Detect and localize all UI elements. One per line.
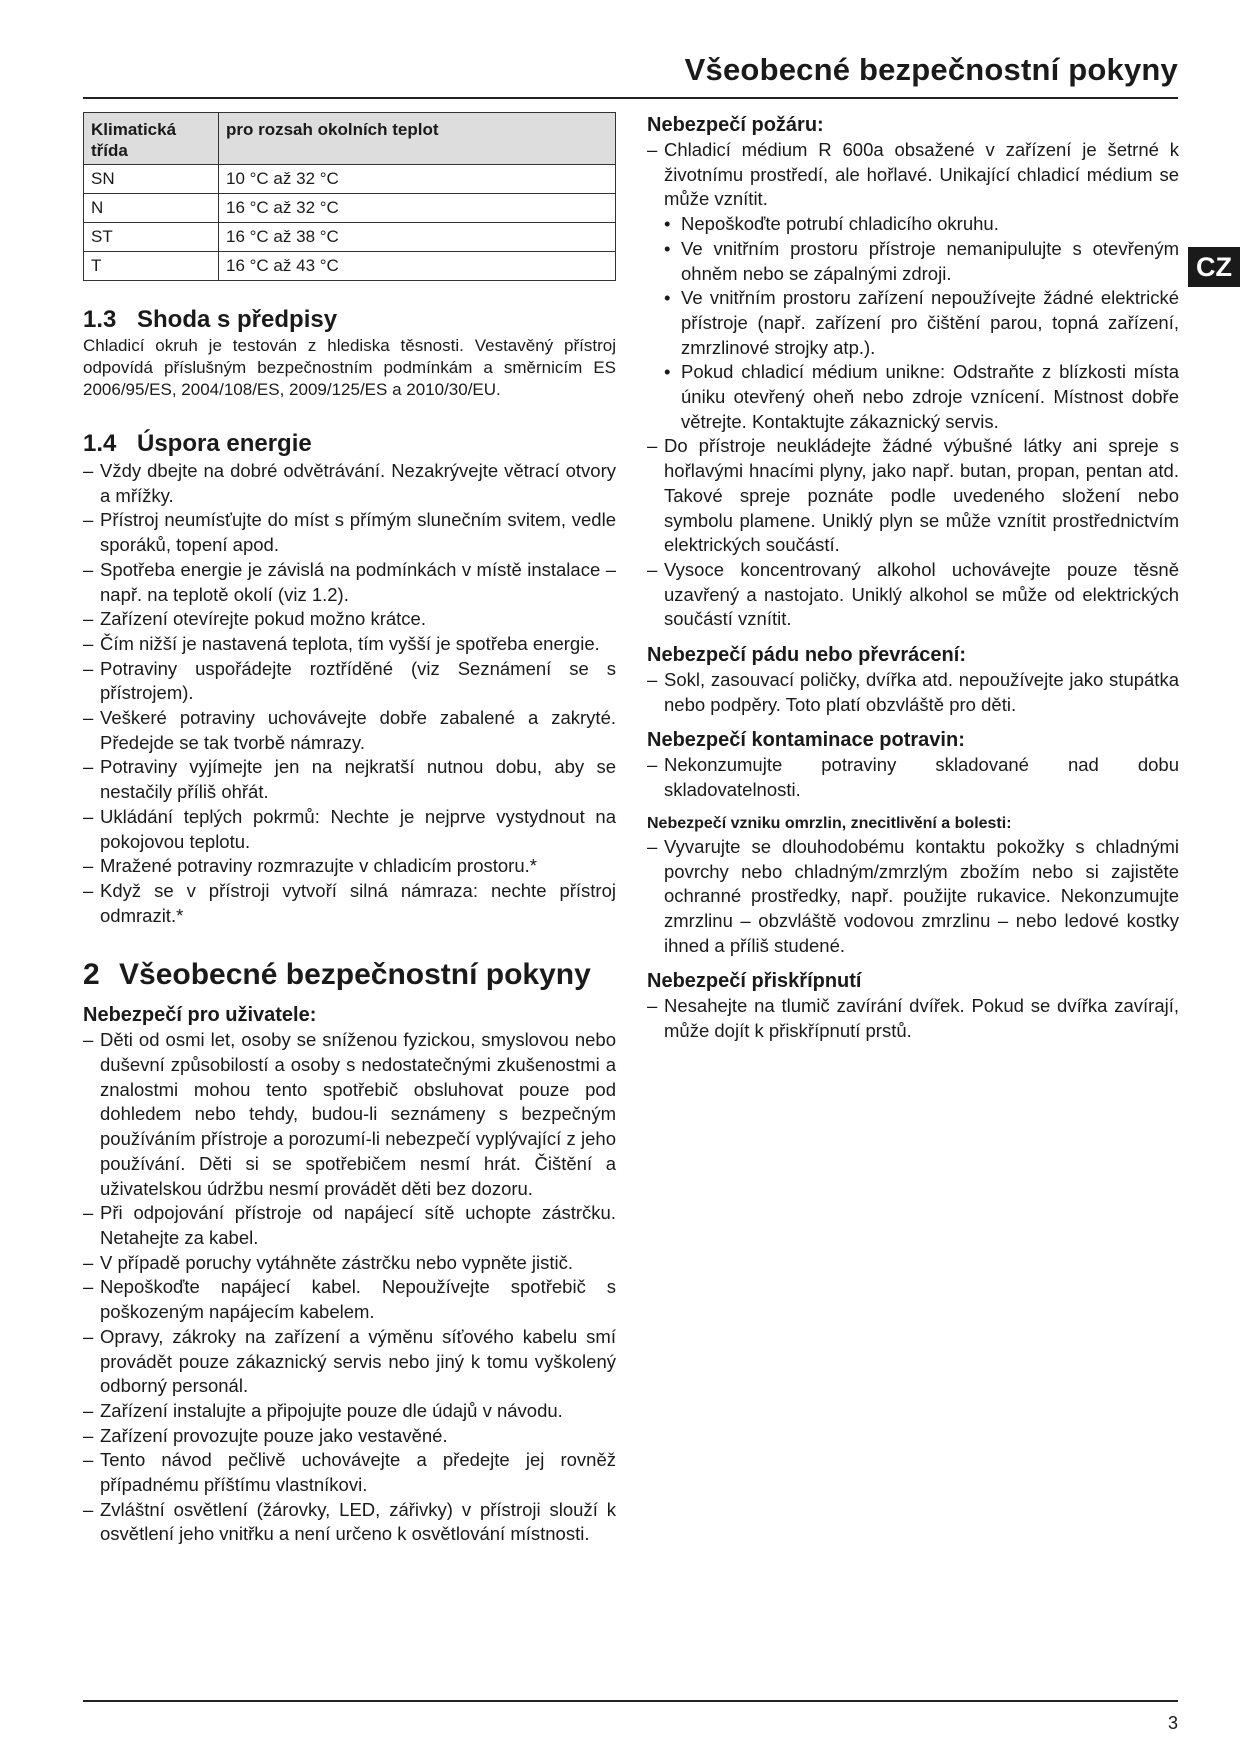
pinching-list bbox=[647, 994, 1179, 1043]
frostbite-list bbox=[647, 835, 1179, 959]
table-cell: N bbox=[84, 194, 219, 223]
chapter-title: Všeobecné bezpečnostní pokyny bbox=[119, 958, 591, 992]
table-row bbox=[84, 165, 616, 194]
pinching-section bbox=[647, 968, 1179, 1043]
fire-danger-list bbox=[647, 434, 1179, 632]
table-cell: SN bbox=[84, 165, 219, 194]
fire-danger-list bbox=[647, 138, 1179, 212]
page-number: 3 bbox=[1167, 1713, 1178, 1733]
user-danger-list bbox=[83, 1028, 616, 1547]
list-item: – Tento návod pečlivě uchovávejte a předejte jej rovněž případnému příštímu vlastníkovi. bbox=[83, 1448, 616, 1497]
table-row bbox=[84, 223, 616, 252]
table-header-cell: pro rozsah okolních teplot bbox=[219, 113, 616, 165]
fire-bullet-list bbox=[647, 212, 1179, 434]
bullet-item: • Pokud chladicí médium unikne: Odstraňte z blízkosti místa úniku otevřený oheň nebo zdroje vznícení. Místnost dobře větrejte. Kontaktujte zákaznický servis. bbox=[647, 360, 1179, 434]
list-item: – Při odpojování přístroje od napájecí sítě uchopte zástrčku. Netahejte za kabel. bbox=[83, 1201, 616, 1250]
energy-saving-list bbox=[83, 459, 616, 928]
contamination-section bbox=[647, 727, 1179, 802]
list-item: – Spotřeba energie je závislá na podmínkách v místě instalace – např. na teplotě okolí (viz 1.2). bbox=[83, 558, 616, 607]
contamination-list bbox=[647, 753, 1179, 802]
list-item: – Nekonzumujte potraviny skladované nad dobu skladovatelnosti. bbox=[647, 753, 1179, 802]
fall-danger-section bbox=[647, 642, 1179, 717]
list-item: – Děti od osmi let, osoby se sníženou fyzickou, smyslovou nebo duševní způsobilostí a osoby s nedostatečnými zkušenostmi a znalostmi mohou tento spotřebič obsluhovat pouze pod dohledem nebo tehdy, budou-li seznámeny s bezpečným používáním přístroje a porozumí-li nebezpečí vyplývající z jeho používání. Děti si se spotřebičem nesmí hrát. Čištění a uživatelskou údržbu nesmí provádět děti bez dozoru. bbox=[83, 1028, 616, 1201]
list-item: – Vždy dbejte na dobré odvětrávání. Nezakrývejte větrací otvory a mřížky. bbox=[83, 459, 616, 508]
list-item bbox=[647, 138, 1179, 212]
list-item: – Čím nižší je nastavená teplota, tím vyšší je spotřeba energie. bbox=[83, 632, 616, 657]
footer-divider bbox=[83, 1700, 1178, 1702]
list-item: – Přístroj neumísťujte do míst s přímým slunečním svitem, vedle sporáků, topení apod. bbox=[83, 508, 616, 557]
table-header-cell: Klimatická třída bbox=[84, 113, 219, 165]
list-item-text: Chladicí médium R 600a obsažené v zařízení je šetrné k životnímu prostředí, ale hořlavé. Unikající chladicí médium se může vznítit. bbox=[664, 139, 1179, 210]
list-item: – Vysoce koncentrovaný alkohol uchovávejte pouze těsně uzavřený a nastojato. Uniklý alkohol se může od elektrických součástí vznítit. bbox=[647, 558, 1179, 632]
table-cell: 10 °C až 32 °C bbox=[219, 165, 616, 194]
table-cell: ST bbox=[84, 223, 219, 252]
section-heading bbox=[83, 431, 616, 457]
subsection-heading: Nebezpečí kontaminace potravin: bbox=[647, 729, 965, 752]
list-item: – Do přístroje neukládejte žádné výbušné látky ani spreje s hořlavými hnacími plyny, jako např. butan, propan, pentan atd. Takové spreje poznáte podle uvedeného složení nebo symbolu plamene. Uniklý plyn se může vznítit prostřednictvím elektrických součástí. bbox=[647, 434, 1179, 558]
list-item: – Mražené potraviny rozmrazujte v chladicím prostoru.* bbox=[83, 854, 616, 879]
frostbite-section bbox=[647, 813, 1179, 959]
list-item: – Když se v přístroji vytvoří silná námraza: nechte přístroj odmrazit.* bbox=[83, 879, 616, 928]
left-column bbox=[83, 112, 616, 1547]
right-column bbox=[647, 112, 1179, 1044]
list-item: – V případě poruchy vytáhněte zástrčku nebo vypněte jistič. bbox=[83, 1251, 616, 1276]
subsection-heading: Nebezpečí přiskřípnutí bbox=[647, 970, 862, 993]
subsection-heading: Nebezpečí pádu nebo převrácení: bbox=[647, 644, 966, 667]
climate-class-table bbox=[83, 112, 616, 281]
bullet-item: • Nepoškoďte potrubí chladicího okruhu. bbox=[647, 212, 1179, 237]
bullet-item: • Ve vnitřním prostoru přístroje nemanipulujte s otevřeným ohněm nebo se zápalnými zdroji. bbox=[647, 237, 1179, 286]
table-cell: 16 °C až 43 °C bbox=[219, 252, 616, 281]
section-heading bbox=[83, 307, 616, 333]
subsection-heading: Nebezpečí pro uživatele: bbox=[83, 1004, 317, 1027]
header-divider bbox=[83, 97, 1178, 99]
list-item: – Veškeré potraviny uchovávejte dobře zabalené a zakryté. Předejde se tak tvorbě námrazy. bbox=[83, 706, 616, 755]
list-item: – Opravy, zákroky na zařízení a výměnu síťového kabelu smí provádět pouze zákaznický servis nebo jiný k tomu vyškolený odborný personál. bbox=[83, 1325, 616, 1399]
table-row bbox=[84, 252, 616, 281]
table-cell: T bbox=[84, 252, 219, 281]
section-number: 1.4 bbox=[83, 430, 117, 457]
list-item: – Zvláštní osvětlení (žárovky, LED, zářivky) v přístroji slouží k osvětlení jeho vnitřku a není určeno k osvětlování místnosti. bbox=[83, 1498, 616, 1547]
section-title: Shoda s předpisy bbox=[137, 306, 338, 333]
list-item: – Potraviny uspořádejte roztříděné (viz Seznámení se s přístrojem). bbox=[83, 657, 616, 706]
list-item: – Zařízení otevírejte pokud možno krátce. bbox=[83, 607, 616, 632]
list-item: – Nesahejte na tlumič zavírání dvířek. Pokud se dvířka zavírají, může dojít k přiskřípnutí prstů. bbox=[647, 994, 1179, 1043]
list-item: – Potraviny vyjímejte jen na nejkratší nutnou dobu, aby se nestačily příliš ohřát. bbox=[83, 755, 616, 804]
list-item: – Zařízení instalujte a připojujte pouze dle údajů v návodu. bbox=[83, 1399, 616, 1424]
table-cell: 16 °C až 38 °C bbox=[219, 223, 616, 252]
language-tab: CZ bbox=[1188, 247, 1240, 287]
chapter-heading bbox=[83, 958, 616, 992]
list-item: – Zařízení provozujte pouze jako vestavěné. bbox=[83, 1424, 616, 1449]
chapter-number: 2 bbox=[83, 958, 100, 992]
list-item: – Nepoškoďte napájecí kabel. Nepoužívejte spotřebič s poškozeným napájecím kabelem. bbox=[83, 1275, 616, 1324]
table-header-row bbox=[84, 113, 616, 165]
list-item: – Sokl, zasouvací poličky, dvířka atd. nepoužívejte jako stupátka nebo podpěry. Toto platí obzvláště pro děti. bbox=[647, 668, 1179, 717]
list-item: – Ukládání teplých pokrmů: Nechte je nejprve vystydnout na pokojovou teplotu. bbox=[83, 805, 616, 854]
subsection-heading: Nebezpečí požáru: bbox=[647, 114, 824, 136]
page-title: Všeobecné bezpečnostní pokyny bbox=[684, 52, 1178, 87]
subsection-heading: Nebezpečí vzniku omrzlin, znecitlivění a bolesti: bbox=[647, 814, 1012, 832]
fall-danger-list bbox=[647, 668, 1179, 717]
table-row bbox=[84, 194, 616, 223]
bullet-item: • Ve vnitřním prostoru zařízení nepoužívejte žádné elektrické přístroje (např. zařízení pro čištění parou, topná zařízení, zmrzlinové strojky atp.). bbox=[647, 286, 1179, 360]
section-number: 1.3 bbox=[83, 306, 117, 333]
section-title: Úspora energie bbox=[137, 430, 312, 457]
section-text: Chladicí okruh je testován z hlediska těsnosti. Vestavěný přístroj odpovídá příslušným bezpečnostním podmínkám a směrnicím ES 2006/95/ES, 2004/108/ES, 2009/125/ES a 2010/30/EU. bbox=[83, 336, 616, 399]
list-item: – Vyvarujte se dlouhodobému kontaktu pokožky s chladnými povrchy nebo chladným/zmrzlým zbožím nebo si zajistěte ochranné prostředky, např. použijte rukavice. Nekonzumujte zmrzlinu – obzvláště vodovou zmrzlinu – nebo ledové kostky ihned a příliš studené. bbox=[647, 835, 1179, 959]
table-cell: 16 °C až 32 °C bbox=[219, 194, 616, 223]
